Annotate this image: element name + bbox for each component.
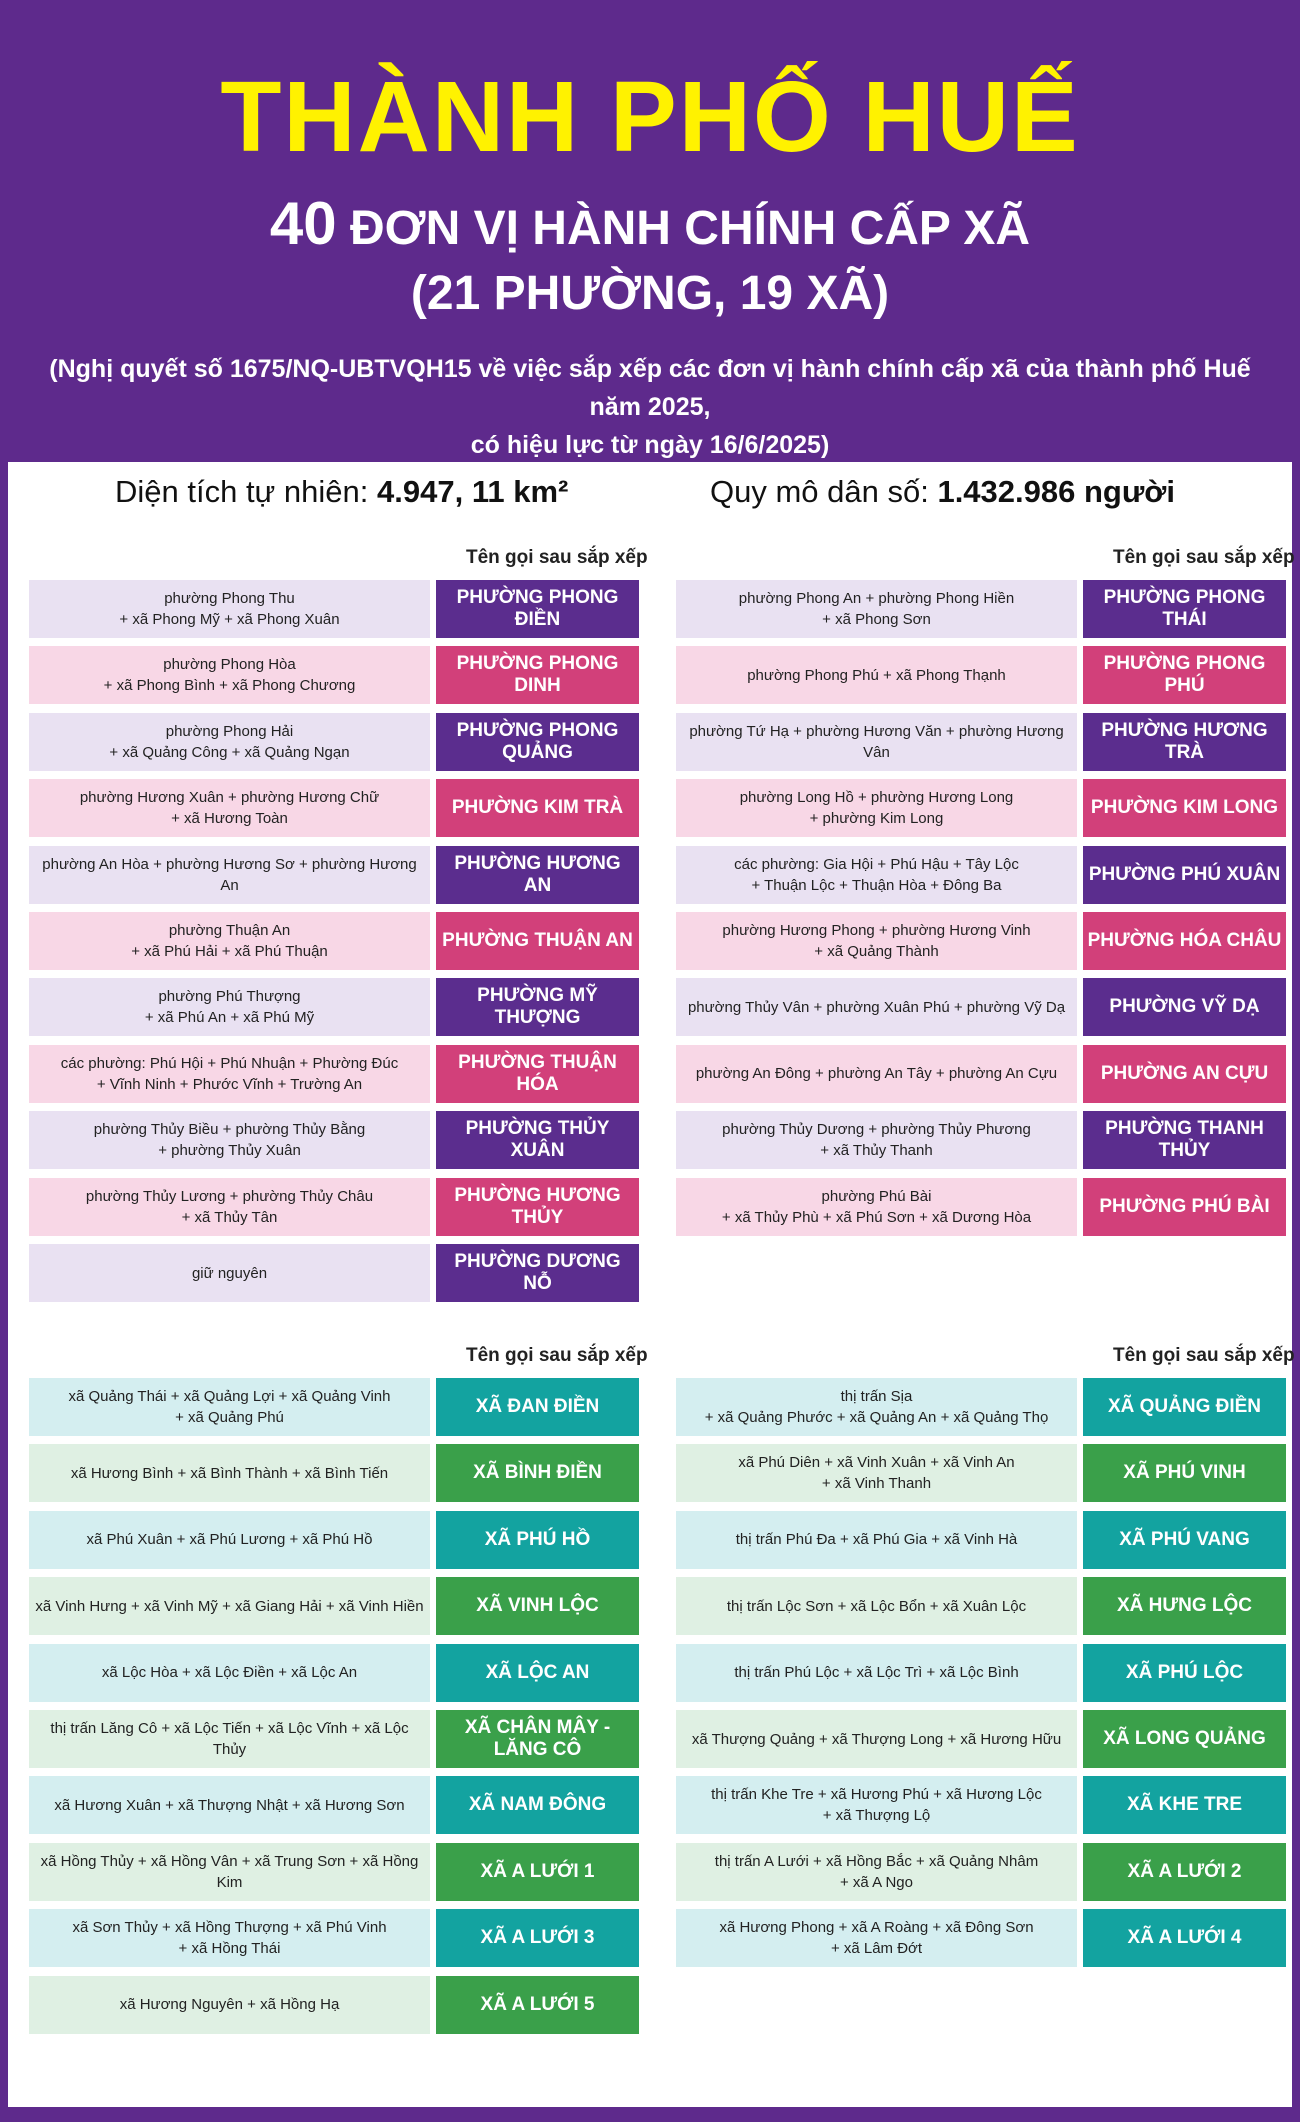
commune-new-name: XÃ LỘC AN (436, 1644, 639, 1702)
ward-row (29, 580, 639, 638)
ward-merged-units-text: phường Thủy Lương + phường Thủy Châu + xã Thủy Tân (85, 1187, 374, 1226)
ward-new-name: PHƯỜNG THUẬN HÓA (436, 1045, 639, 1103)
commune-new-name: XÃ A LƯỚI 4 (1083, 1909, 1286, 1967)
ward-merged-units-text: các phường: Phú Hội + Phú Nhuận + Phường Đúc + Vĩnh Ninh + Phước Vĩnh + Trường An (60, 1054, 399, 1093)
commune-merged-units (676, 1378, 1077, 1436)
commune-merged-units-text: xã Lộc Hòa + xã Lộc Điền + xã Lộc An (101, 1664, 358, 1682)
ward-row (676, 978, 1286, 1036)
commune-merged-units-text: xã Hương Xuân + xã Thượng Nhật + xã Hương Sơn (54, 1796, 405, 1814)
commune-merged-units (29, 1976, 430, 2034)
ward-new-name: PHƯỜNG PHONG ĐIỀN (436, 580, 639, 638)
ward-new-name: PHƯỜNG PHÚ BÀI (1083, 1178, 1286, 1236)
commune-merged-units (29, 1909, 430, 1967)
ward-row (676, 1045, 1286, 1103)
commune-new-name: XÃ ĐAN ĐIỀN (436, 1378, 639, 1436)
ward-merged-units (29, 846, 430, 904)
ward-row (676, 713, 1286, 771)
commune-row (29, 1511, 639, 1569)
commune-merged-units (29, 1776, 430, 1834)
ward-merged-units-text: phường Thủy Vân + phường Xuân Phú + phường Vỹ Dạ (687, 998, 1066, 1016)
commune-merged-units-text: thị trấn A Lưới + xã Hồng Bắc + xã Quảng Nhâm + xã A Ngo (714, 1852, 1039, 1891)
ward-row (676, 846, 1286, 904)
ward-merged-units (676, 846, 1077, 904)
commune-new-name: XÃ A LƯỚI 5 (436, 1976, 639, 2034)
note-line-2: có hiệu lực từ ngày 16/6/2025) (470, 431, 830, 459)
ward-merged-units-text: phường Tứ Hạ + phường Hương Văn + phường Hương Vân (689, 722, 1064, 761)
ward-merged-units (676, 1045, 1077, 1103)
ward-merged-units (676, 1178, 1077, 1236)
subtitle-paren: (21 PHƯỜNG, 19 XÃ) (410, 267, 890, 320)
ward-merged-units-text: giữ nguyên (191, 1264, 268, 1282)
ward-merged-units-text: phường An Đông + phường An Tây + phường An Cựu (695, 1065, 1058, 1083)
ward-new-name: PHƯỜNG HƯƠNG TRÀ (1083, 713, 1286, 771)
commune-row (29, 1378, 639, 1436)
column-header-communes-left: Tên gọi sau sắp xếp (466, 1345, 648, 1366)
ward-merged-units (29, 1178, 430, 1236)
commune-new-name: XÃ LONG QUẢNG (1083, 1710, 1286, 1768)
commune-merged-units (676, 1843, 1077, 1901)
ward-row (29, 1178, 639, 1236)
ward-row (29, 978, 639, 1036)
commune-row (676, 1378, 1286, 1436)
note-line-1: (Nghị quyết số 1675/NQ-UBTVQH15 về việc sắp xếp các đơn vị hành chính cấp xã của thành phố Huế năm 2025, (49, 355, 1251, 421)
commune-row (29, 1444, 639, 1502)
ward-merged-units (676, 580, 1077, 638)
ward-merged-units-text: phường Phong An + phường Phong Hiền + xã Phong Sơn (738, 590, 1015, 628)
commune-new-name: XÃ KHE TRE (1083, 1776, 1286, 1834)
commune-row (29, 1577, 639, 1635)
commune-merged-units (676, 1444, 1077, 1502)
ward-merged-units-text: phường Hương Xuân + phường Hương Chữ + xã Hương Toàn (79, 789, 380, 828)
commune-merged-units-text: xã Phú Xuân + xã Phú Lương + xã Phú Hồ (86, 1531, 373, 1549)
commune-merged-units-text: xã Hương Bình + xã Bình Thành + xã Bình Tiến (70, 1464, 389, 1482)
commune-new-name: XÃ VINH LỘC (436, 1577, 639, 1635)
ward-new-name: PHƯỜNG KIM TRÀ (436, 779, 639, 837)
commune-merged-units (676, 1644, 1077, 1702)
commune-merged-units (676, 1909, 1077, 1967)
subtitle (0, 190, 1300, 257)
commune-new-name: XÃ CHÂN MÂY - LĂNG CÔ (436, 1710, 639, 1768)
header (0, 0, 1300, 460)
population-stat (710, 472, 1175, 512)
footer-bar (0, 2107, 1300, 2122)
ward-merged-units (676, 713, 1077, 771)
ward-new-name: PHƯỜNG PHÚ XUÂN (1083, 846, 1286, 904)
commune-merged-units (29, 1710, 430, 1768)
ward-merged-units (29, 646, 430, 704)
commune-merged-units (29, 1843, 430, 1901)
commune-row (29, 1776, 639, 1834)
commune-new-name: XÃ HƯNG LỘC (1083, 1577, 1286, 1635)
ward-merged-units-text: phường Phú Bài + xã Thủy Phù + xã Phú Sơn + xã Dương Hòa (721, 1187, 1032, 1226)
subtitle-number: 40 (269, 190, 337, 257)
ward-new-name: PHƯỜNG HÓA CHÂU (1083, 912, 1286, 970)
ward-row (676, 1178, 1286, 1236)
commune-new-name: XÃ BÌNH ĐIỀN (436, 1444, 639, 1502)
ward-row (676, 779, 1286, 837)
commune-merged-units (29, 1577, 430, 1635)
commune-merged-units (29, 1644, 430, 1702)
commune-merged-units-text: xã Hồng Thủy + xã Hồng Vân + xã Trung Sơn + xã Hồng Kim (40, 1852, 419, 1891)
ward-merged-units (29, 779, 430, 837)
commune-merged-units-text: thị trấn Lăng Cô + xã Lộc Tiến + xã Lộc Vĩnh + xã Lộc Thủy (50, 1720, 409, 1758)
commune-merged-units-text: xã Quảng Thái + xã Quảng Lợi + xã Quảng Vinh + xã Quảng Phú (68, 1388, 391, 1426)
ward-new-name: PHƯỜNG PHONG THÁI (1083, 580, 1286, 638)
ward-row (29, 713, 639, 771)
commune-merged-units (29, 1444, 430, 1502)
ward-row (29, 846, 639, 904)
commune-row (29, 1644, 639, 1702)
commune-merged-units-text: thị trấn Lộc Sơn + xã Lộc Bổn + xã Xuân Lộc (726, 1597, 1027, 1615)
ward-merged-units-text: các phường: Gia Hội + Phú Hậu + Tây Lộc + Thuận Lộc + Thuận Hòa + Đông Ba (734, 855, 1019, 894)
ward-new-name: PHƯỜNG THUẬN AN (436, 912, 639, 970)
ward-new-name: PHƯỜNG VỸ DẠ (1083, 978, 1286, 1036)
commune-new-name: XÃ NAM ĐÔNG (436, 1776, 639, 1834)
commune-row (676, 1577, 1286, 1635)
ward-merged-units (29, 713, 430, 771)
commune-merged-units-text: thị trấn Phú Lộc + xã Lộc Trì + xã Lộc Bình (734, 1664, 1019, 1682)
ward-row (676, 646, 1286, 704)
population-value: 1.432.986 người (937, 474, 1175, 509)
ward-merged-units (29, 580, 430, 638)
area-stat (115, 472, 568, 512)
ward-new-name: PHƯỜNG PHONG QUẢNG (436, 713, 639, 771)
population-label: Quy mô dân số: (710, 474, 938, 509)
ward-merged-units-text: phường Phong Hòa + xã Phong Bình + xã Phong Chương (103, 656, 356, 695)
ward-merged-units-text: phường Long Hồ + phường Hương Long + phường Kim Long (739, 789, 1014, 828)
ward-row (29, 1244, 639, 1302)
ward-new-name: PHƯỜNG MỸ THƯỢNG (436, 978, 639, 1036)
ward-row (29, 912, 639, 970)
ward-new-name: PHƯỜNG THANH THỦY (1083, 1111, 1286, 1169)
ward-merged-units-text: phường Hương Phong + phường Hương Vinh + xã Quảng Thành (722, 922, 1031, 960)
commune-merged-units (29, 1511, 430, 1569)
column-header-wards-left: Tên gọi sau sắp xếp (466, 547, 648, 568)
commune-new-name: XÃ A LƯỚI 1 (436, 1843, 639, 1901)
commune-merged-units (676, 1776, 1077, 1834)
commune-row (29, 1976, 639, 2034)
ward-row (676, 1111, 1286, 1169)
ward-merged-units (29, 912, 430, 970)
commune-row (676, 1776, 1286, 1834)
commune-new-name: XÃ PHÚ VINH (1083, 1444, 1286, 1502)
ward-new-name: PHƯỜNG PHONG PHÚ (1083, 646, 1286, 704)
commune-row (29, 1909, 639, 1967)
commune-new-name: XÃ A LƯỚI 3 (436, 1909, 639, 1967)
commune-new-name: XÃ PHÚ HỒ (436, 1511, 639, 1569)
ward-row (29, 1045, 639, 1103)
commune-new-name: XÃ PHÚ LỘC (1083, 1644, 1286, 1702)
ward-merged-units-text: phường Phong Phú + xã Phong Thạnh (747, 666, 1006, 684)
ward-new-name: PHƯỜNG PHONG DINH (436, 646, 639, 704)
commune-merged-units-text: xã Hương Nguyên + xã Hồng Hạ (119, 1996, 340, 2014)
ward-row (676, 580, 1286, 638)
ward-new-name: PHƯỜNG AN CỰU (1083, 1045, 1286, 1103)
commune-merged-units (676, 1577, 1077, 1635)
resolution-note (40, 350, 1260, 464)
area-value: 4.947, 11 km² (377, 474, 569, 509)
commune-merged-units-text: xã Hương Phong + xã A Roàng + xã Đông Sơn + xã Lâm Đớt (719, 1919, 1034, 1958)
ward-merged-units-text: phường Thủy Dương + phường Thủy Phương + xã Thủy Thanh (722, 1121, 1031, 1160)
ward-merged-units (676, 646, 1077, 704)
ward-merged-units-text: phường Phong Thu + xã Phong Mỹ + xã Phong Xuân (119, 590, 340, 628)
column-header-communes-right: Tên gọi sau sắp xếp (1113, 1345, 1295, 1366)
ward-new-name: PHƯỜNG DƯƠNG NỖ (436, 1244, 639, 1302)
commune-merged-units-text: thị trấn Sịa + xã Quảng Phước + xã Quảng An + xã Quảng Thọ (704, 1388, 1049, 1426)
ward-merged-units (676, 779, 1077, 837)
commune-new-name: XÃ PHÚ VANG (1083, 1511, 1286, 1569)
ward-merged-units-text: phường Thuận An + xã Phú Hải + xã Phú Thuận (131, 922, 328, 960)
ward-merged-units (29, 1111, 430, 1169)
column-header-wards-right: Tên gọi sau sắp xếp (1113, 547, 1295, 568)
ward-merged-units-text: phường Phú Thượng + xã Phú An + xã Phú Mỹ (144, 988, 315, 1027)
ward-merged-units (676, 978, 1077, 1036)
commune-merged-units-text: thị trấn Phú Đa + xã Phú Gia + xã Vinh Hà (735, 1531, 1018, 1549)
commune-new-name: XÃ A LƯỚI 2 (1083, 1843, 1286, 1901)
ward-new-name: PHƯỜNG HƯƠNG AN (436, 846, 639, 904)
page-title: THÀNH PHỐ HUẾ (220, 61, 1080, 173)
ward-merged-units (676, 1111, 1077, 1169)
ward-row (29, 779, 639, 837)
commune-row (676, 1909, 1286, 1967)
ward-new-name: PHƯỜNG HƯƠNG THỦY (436, 1178, 639, 1236)
commune-merged-units (676, 1511, 1077, 1569)
subtitle-text: ĐƠN VỊ HÀNH CHÍNH CẤP XÃ (349, 202, 1031, 255)
ward-merged-units (29, 978, 430, 1036)
ward-merged-units-text: phường Phong Hải + xã Quảng Công + xã Quảng Ngạn (109, 722, 350, 761)
commune-merged-units (29, 1378, 430, 1436)
commune-merged-units-text: xã Sơn Thủy + xã Hồng Thượng + xã Phú Vinh + xã Hồng Thái (72, 1919, 387, 1958)
commune-row (29, 1843, 639, 1901)
ward-row (676, 912, 1286, 970)
ward-row (29, 646, 639, 704)
commune-new-name: XÃ QUẢNG ĐIỀN (1083, 1378, 1286, 1436)
commune-merged-units (676, 1710, 1077, 1768)
commune-row (676, 1644, 1286, 1702)
ward-merged-units (29, 1244, 430, 1302)
commune-merged-units-text: xã Vinh Hưng + xã Vinh Mỹ + xã Giang Hải + xã Vinh Hiền (35, 1597, 424, 1615)
commune-merged-units-text: xã Thượng Quảng + xã Thượng Long + xã Hương Hữu (691, 1730, 1062, 1748)
commune-row (676, 1444, 1286, 1502)
ward-row (29, 1111, 639, 1169)
commune-merged-units-text: thị trấn Khe Tre + xã Hương Phú + xã Hương Lộc + xã Thượng Lộ (711, 1786, 1042, 1825)
ward-merged-units-text: phường Thủy Biều + phường Thủy Bằng + phường Thủy Xuân (93, 1121, 366, 1160)
ward-merged-units (676, 912, 1077, 970)
commune-row (29, 1710, 639, 1768)
commune-merged-units-text: xã Phú Diên + xã Vinh Xuân + xã Vinh An + xã Vinh Thanh (738, 1454, 1015, 1493)
ward-merged-units (29, 1045, 430, 1103)
commune-row (676, 1843, 1286, 1901)
commune-row (676, 1511, 1286, 1569)
ward-new-name: PHƯỜNG KIM LONG (1083, 779, 1286, 837)
commune-row (676, 1710, 1286, 1768)
area-label: Diện tích tự nhiên: (115, 474, 378, 509)
ward-new-name: PHƯỜNG THỦY XUÂN (436, 1111, 639, 1169)
ward-merged-units-text: phường An Hòa + phường Hương Sơ + phường Hương An (42, 855, 417, 894)
